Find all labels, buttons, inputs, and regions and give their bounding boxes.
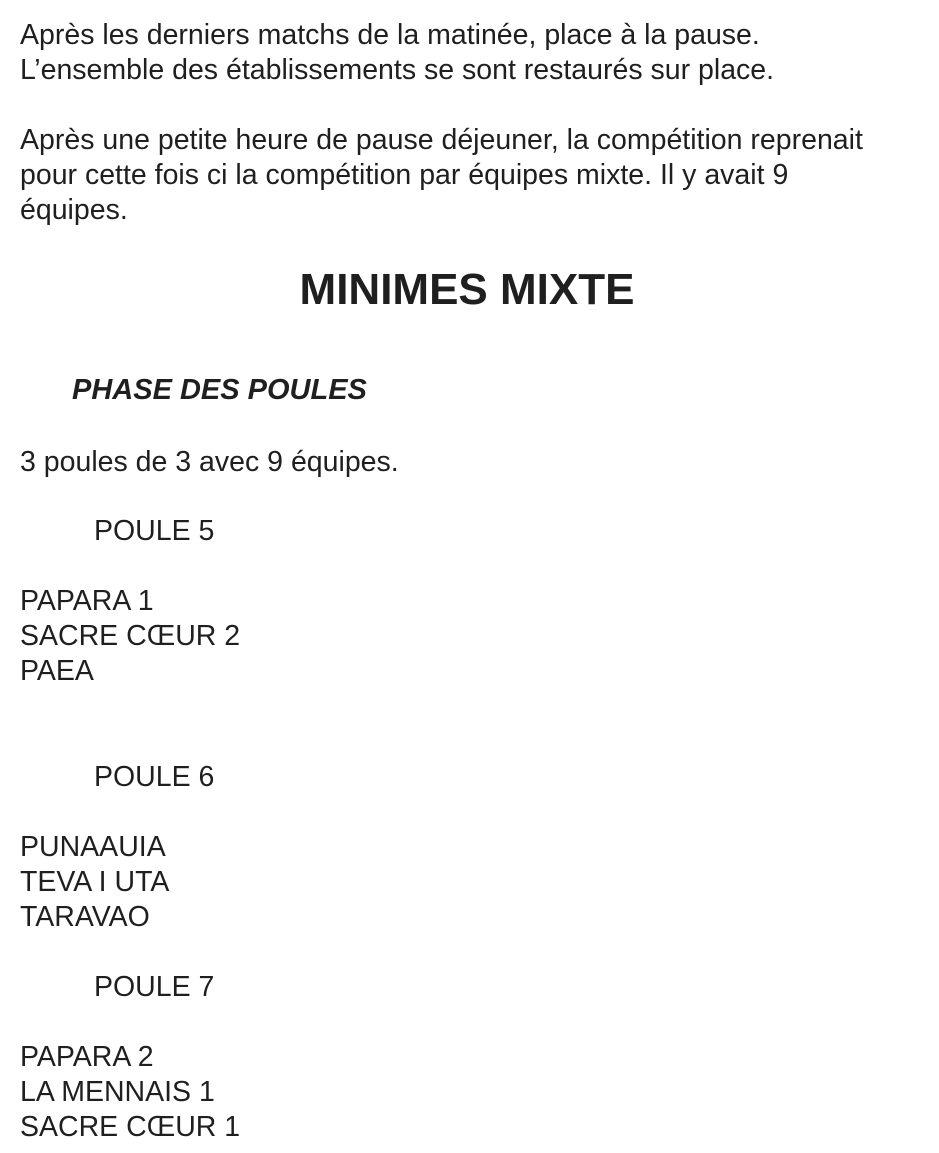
poule-team-list xyxy=(20,584,240,689)
poule-team-list xyxy=(20,830,169,935)
team-entry: SACRE CŒUR 1 xyxy=(20,1111,241,1143)
team-entry: LA MENNAIS 1 xyxy=(20,1076,215,1108)
team-entry: PAPARA 1 xyxy=(20,585,154,617)
team-entry: PAPARA 2 xyxy=(20,1041,154,1073)
intro-line: équipes. xyxy=(20,194,128,226)
team-entry: TEVA I UTA xyxy=(20,866,170,898)
intro-line: Après les derniers matchs de la matinée, place à la pause. xyxy=(20,19,760,51)
poule-heading: POULE 7 xyxy=(94,971,215,1003)
team-entry: PUNAAUIA xyxy=(20,831,166,863)
intro-line: Après une petite heure de pause déjeuner, la compétition reprenait xyxy=(20,124,863,156)
intro-paragraph-1 xyxy=(20,18,930,88)
document-page xyxy=(20,18,930,228)
team-entry: SACRE CŒUR 2 xyxy=(20,620,241,652)
intro-line: L’ensemble des établissements se sont restaurés sur place. xyxy=(20,54,775,86)
poules-summary: 3 poules de 3 avec 9 équipes. xyxy=(20,446,399,478)
phase-heading: PHASE DES POULES xyxy=(72,374,367,406)
team-entry: PAEA xyxy=(20,655,94,687)
page-title: MINIMES MIXTE xyxy=(299,265,635,314)
poule-team-list xyxy=(20,1040,240,1145)
poule-heading: POULE 6 xyxy=(94,761,215,793)
intro-line: pour cette fois ci la compétition par équipes mixte. Il y avait 9 xyxy=(20,159,789,191)
poule-heading: POULE 5 xyxy=(94,515,215,547)
team-entry: TARAVAO xyxy=(20,901,150,933)
intro-paragraph-2 xyxy=(20,123,930,228)
